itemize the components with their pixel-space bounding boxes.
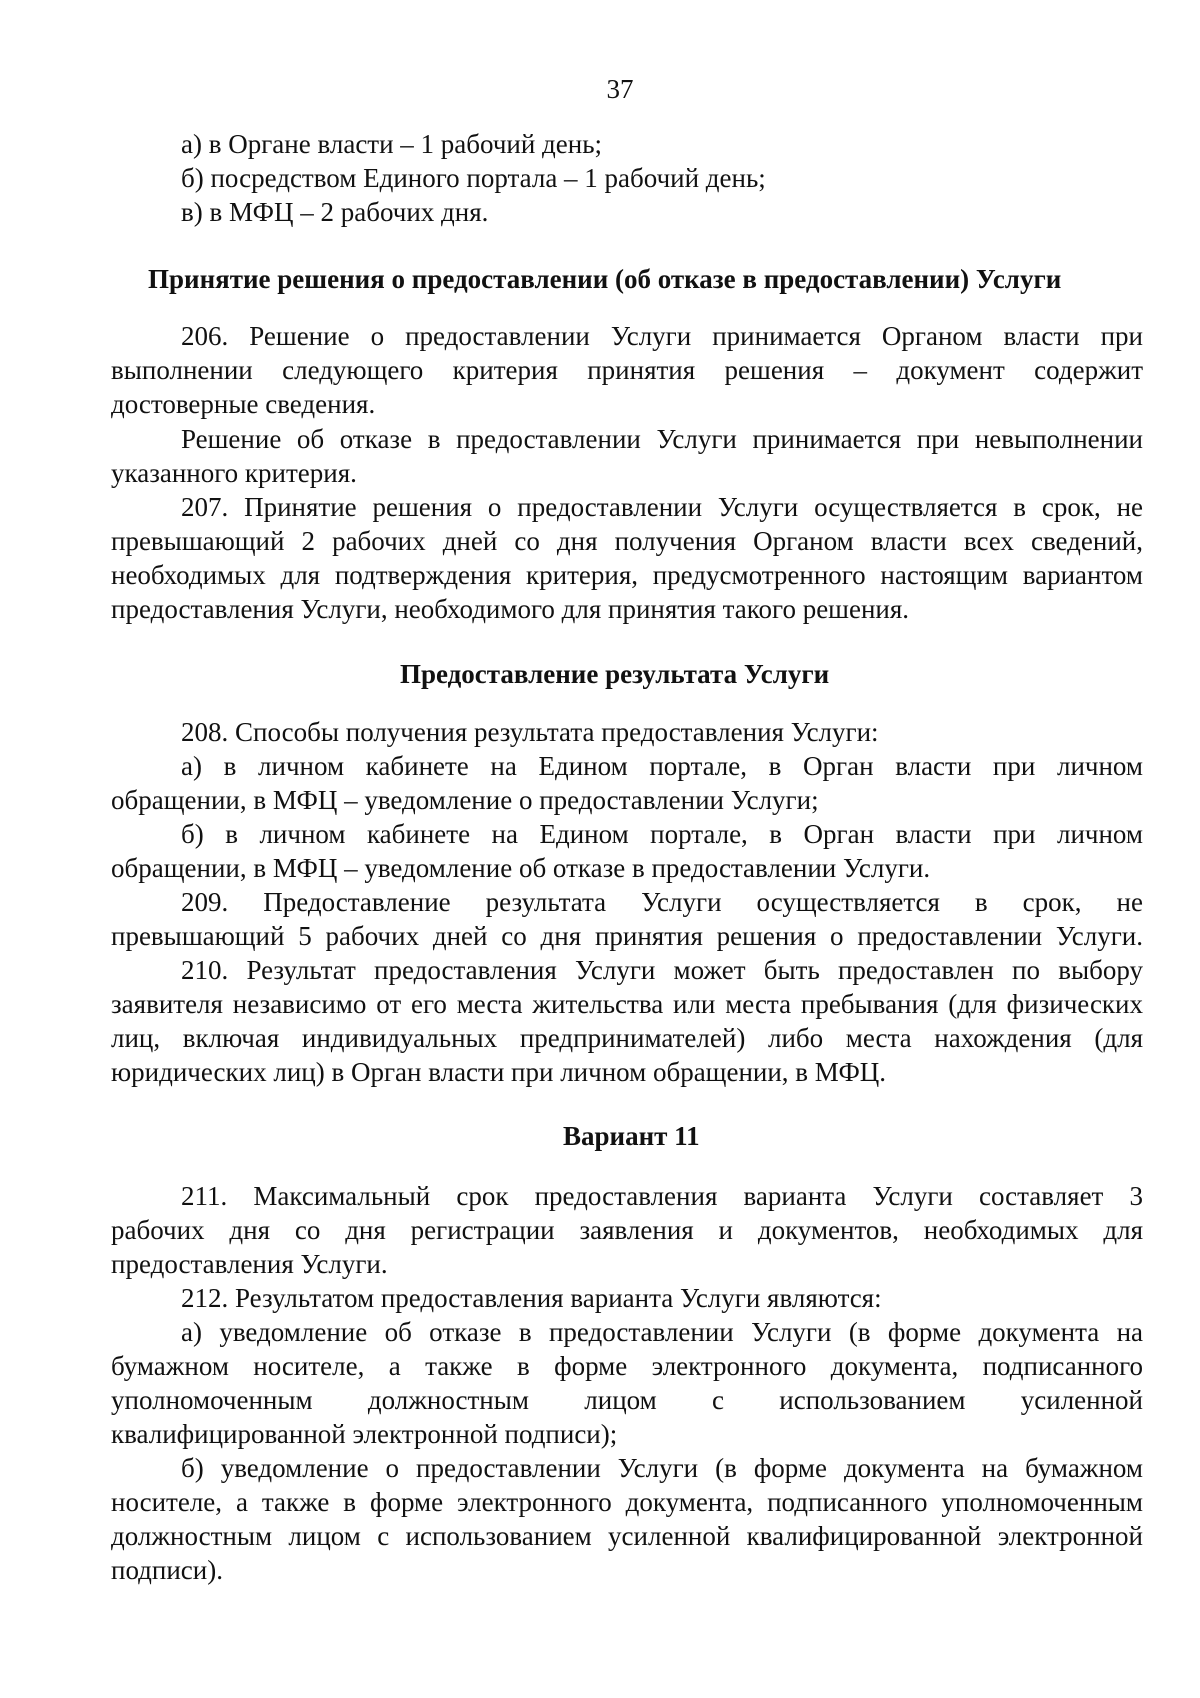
paragraph-206-line-3: достоверные сведения. — [111, 389, 376, 419]
paragraph-207-line-2: превышающий 2 рабочих дней со дня получения Органом власти всех сведений, — [111, 526, 1143, 556]
paragraph-210-line-3: лиц, включая индивидуальных предпринимателей) либо места нахождения (для — [111, 1023, 1143, 1053]
paragraph-212b-line-4: подписи). — [111, 1555, 223, 1585]
list-item-a: а) в Органе власти – 1 рабочий день; — [181, 129, 603, 159]
paragraph-211-line-3: предоставления Услуги. — [111, 1249, 388, 1279]
paragraph-206b-line-1: Решение об отказе в предоставлении Услуги принимается при невыполнении — [181, 424, 1143, 454]
paragraph-209-line-2: превышающий 5 рабочих дней со дня принятия решения о предоставлении Услуги. — [111, 921, 1143, 951]
paragraph-206-line-2: выполнении следующего критерия принятия решения – документ содержит — [111, 355, 1143, 385]
paragraph-208: 208. Способы получения результата предоставления Услуги: — [181, 717, 879, 747]
page-number: 37 — [606, 74, 634, 104]
paragraph-212b-line-1: б) уведомление о предоставлении Услуги (в форме документа на бумажном — [181, 1453, 1143, 1483]
paragraph-206-line-1: 206. Решение о предоставлении Услуги принимается Органом власти при — [181, 321, 1143, 351]
paragraph-207-line-1: 207. Принятие решения о предоставлении Услуги осуществляется в срок, не — [181, 492, 1143, 522]
paragraph-212a-line-3: уполномоченным должностным лицом с использованием усиленной — [111, 1385, 1143, 1415]
paragraph-212b-line-3: должностным лицом с использованием усиленной квалифицированной электронной — [111, 1521, 1143, 1551]
paragraph-211-line-2: рабочих дня со дня регистрации заявления и документов, необходимых для — [111, 1215, 1143, 1245]
section-heading-variant-11: Вариант 11 — [563, 1121, 700, 1151]
paragraph-212a-line-2: бумажном носителе, а также в форме электронного документа, подписанного — [111, 1351, 1143, 1381]
paragraph-210-line-1: 210. Результат предоставления Услуги может быть предоставлен по выбору — [181, 955, 1143, 985]
paragraph-212a-line-4: квалифицированной электронной подписи); — [111, 1419, 618, 1449]
paragraph-209-line-1: 209. Предоставление результата Услуги осуществляется в срок, не — [181, 887, 1143, 917]
section-heading-result: Предоставление результата Услуги — [400, 659, 830, 689]
paragraph-210-line-4: юридических лиц) в Орган власти при личном обращении, в МФЦ. — [111, 1057, 887, 1087]
list-item-c: в) в МФЦ – 2 рабочих дня. — [181, 197, 489, 227]
section-heading-decision: Принятие решения о предоставлении (об отказе в предоставлении) Услуги — [148, 264, 1062, 294]
paragraph-212b-line-2: носителе, а также в форме электронного документа, подписанного уполномоченным — [111, 1487, 1143, 1517]
paragraph-212a-line-1: а) уведомление об отказе в предоставлении Услуги (в форме документа на — [181, 1317, 1143, 1347]
paragraph-206b-line-2: указанного критерия. — [111, 458, 357, 488]
paragraph-212: 212. Результатом предоставления варианта Услуги являются: — [181, 1283, 882, 1313]
paragraph-208b-line-1: б) в личном кабинете на Едином портале, в Орган власти при личном — [181, 819, 1143, 849]
paragraph-210-line-2: заявителя независимо от его места жительства или места пребывания (для физических — [111, 989, 1143, 1019]
list-item-b: б) посредством Единого портала – 1 рабочий день; — [181, 163, 766, 193]
paragraph-208a-line-1: а) в личном кабинете на Едином портале, в Орган власти при личном — [181, 751, 1143, 781]
paragraph-207-line-3: необходимых для подтверждения критерия, предусмотренного настоящим вариантом — [111, 560, 1143, 590]
paragraph-211-line-1: 211. Максимальный срок предоставления варианта Услуги составляет 3 — [181, 1181, 1143, 1211]
paragraph-207-line-4: предоставления Услуги, необходимого для принятия такого решения. — [111, 594, 910, 624]
paragraph-208a-line-2: обращении, в МФЦ – уведомление о предоставлении Услуги; — [111, 785, 819, 815]
paragraph-208b-line-2: обращении, в МФЦ – уведомление об отказе в предоставлении Услуги. — [111, 853, 931, 883]
